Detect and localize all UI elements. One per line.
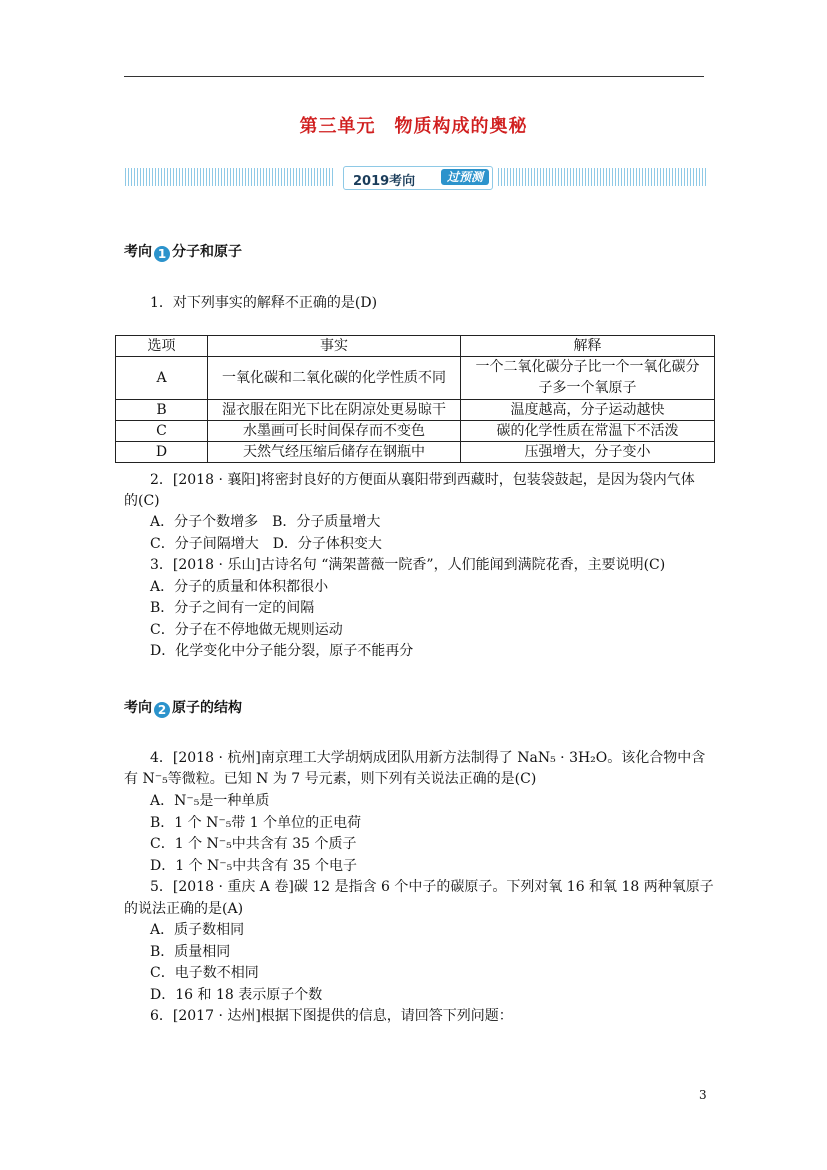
section-heading-1 [124, 241, 242, 262]
question-3-option: C．分子在不停地做无规则运动 [150, 622, 343, 638]
question-5-option: C．电子数不相同 [150, 965, 259, 981]
table-cell-fact: 湿衣服在阳光下比在阴凉处更易晾干 [208, 400, 461, 421]
question-4-option: D．1 个 N⁻₅中共含有 35 个电子 [150, 858, 357, 874]
table-header-row [116, 336, 715, 357]
question-3-option: B．分子之间有一定的间隔 [150, 600, 315, 616]
banner-pill: 过预测 [441, 169, 489, 185]
header-rule [124, 76, 704, 77]
banner-stripes-right [498, 168, 708, 186]
table-cell-option: A [116, 357, 208, 400]
question-5-option: D．16 和 18 表示原子个数 [150, 987, 323, 1003]
table-cell-option: D [116, 442, 208, 463]
section-number-badge: 1 [154, 246, 170, 262]
question-3-option: D．化学变化中分子能分裂，原子不能再分 [150, 643, 414, 659]
page-number: 3 [699, 1088, 707, 1102]
table-cell-fact: 一氧化碳和二氧化碳的化学性质不同 [208, 357, 461, 400]
table-header-cell: 解释 [461, 336, 715, 357]
table-cell-fact: 水墨画可长时间保存而不变色 [208, 421, 461, 442]
page-title: 第三单元 物质构成的奥秘 [299, 116, 528, 137]
explain-line: 子多一个氧原子 [538, 380, 637, 396]
table-header-cell: 事实 [208, 336, 461, 357]
question-5-option: B．质量相同 [150, 944, 231, 960]
question-4-option: C．1 个 N⁻₅中共含有 35 个质子 [150, 836, 357, 852]
question-5-line: 5．[2018 · 重庆 A 卷]碳 12 是指含 6 个中子的碳原子。下列对氧 16 和氧 18 两种氧原子 [150, 879, 714, 895]
question-5-option: A．质子数相同 [150, 922, 245, 938]
section-number-badge: 2 [154, 702, 170, 718]
table-cell-explain: 压强增大，分子变小 [461, 442, 715, 463]
section-prefix: 考向 [124, 244, 152, 260]
question-4-option: A．N⁻₅是一种单质 [150, 793, 270, 809]
banner-tag [343, 166, 493, 190]
table-cell-fact: 天然气经压缩后储存在钢瓶中 [208, 442, 461, 463]
question-4-line: 有 N⁻₅等微粒。已知 N 为 7 号元素，则下列有关说法正确的是(C) [124, 771, 537, 787]
question-2-option: A．分子个数增多 B．分子质量增大 [150, 514, 381, 530]
forecast-banner [125, 166, 708, 188]
section-heading-2 [124, 697, 242, 718]
section-title: 原子的结构 [172, 700, 242, 716]
table-row [116, 400, 715, 421]
banner-year: 2019考向 [353, 174, 416, 189]
question-1-stem: 1．对下列事实的解释不正确的是(D) [150, 295, 378, 311]
question-3-option: A．分子的质量和体积都很小 [150, 579, 329, 595]
table-row [116, 421, 715, 442]
question-5-line: 的说法正确的是(A) [124, 901, 244, 917]
table-cell-explain: 碳的化学性质在常温下不活泼 [461, 421, 715, 442]
section-title: 分子和原子 [172, 244, 242, 260]
facts-table [115, 335, 715, 463]
banner-stripes-left [125, 168, 335, 186]
table-row [116, 357, 715, 400]
section-prefix: 考向 [124, 700, 152, 716]
question-4-line: 4．[2018 · 杭州]南京理工大学胡炳成团队用新方法制得了 NaN₅ · 3H₂O。该化合物中含 [150, 750, 706, 766]
question-6-line: 6．[2017 · 达州]根据下图提供的信息，请回答下列问题： [150, 1008, 513, 1024]
explain-line: 一个二氧化碳分子比一个一氧化碳分 [475, 359, 700, 375]
question-2-option: C．分子间隔增大 D．分子体积变大 [150, 536, 382, 552]
table-cell-option: B [116, 400, 208, 421]
table-cell-explain: 温度越高，分子运动越快 [461, 400, 715, 421]
table-cell-option: C [116, 421, 208, 442]
table-cell-explain [461, 357, 715, 400]
table-header-cell: 选项 [116, 336, 208, 357]
table-row [116, 442, 715, 463]
question-2-line: 的(C) [124, 493, 160, 509]
question-3-line: 3．[2018 · 乐山]古诗名句 “满架蔷薇一院香”，人们能闻到满院花香，主要说明(C) [150, 557, 666, 573]
question-4-option: B．1 个 N⁻₅带 1 个单位的正电荷 [150, 815, 362, 831]
question-2-line: 2．[2018 · 襄阳]将密封良好的方便面从襄阳带到西藏时，包装袋鼓起，是因为袋内气体 [150, 472, 695, 488]
